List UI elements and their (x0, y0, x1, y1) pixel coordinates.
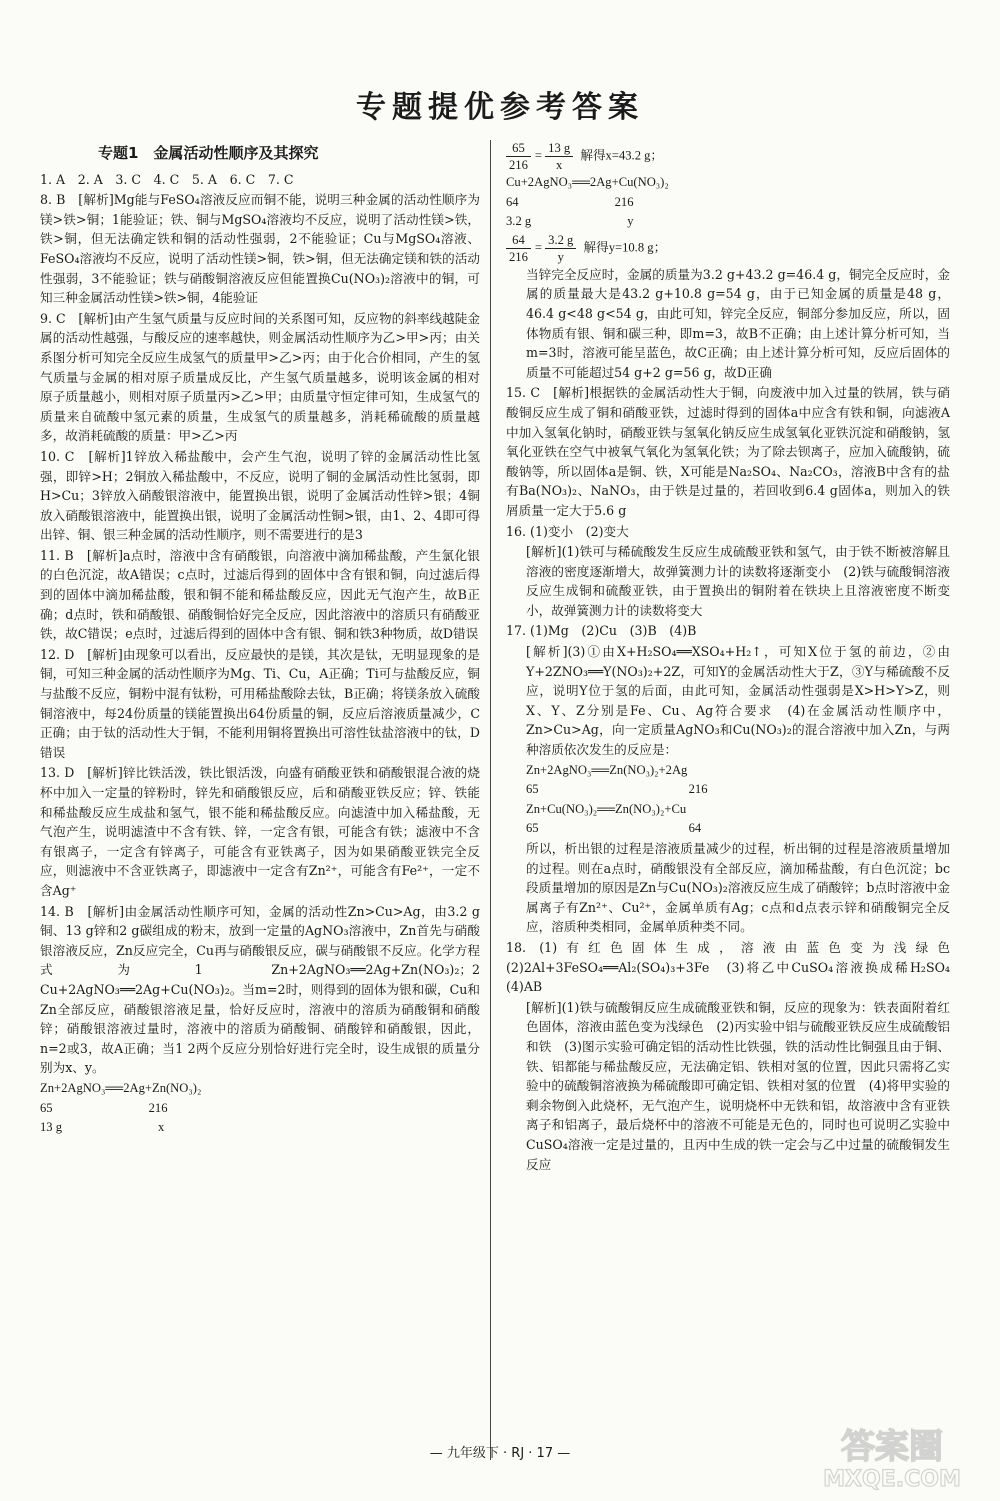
equation-zn-agno3: Zn+2AgNO₃══2Ag+Zn(NO₃)₂ (40, 1080, 202, 1095)
eq-value: 13 g (40, 1120, 63, 1135)
eq-value: 65 (40, 1100, 53, 1115)
equation-zn-agno3-2: Zn+2AgNO₃══Zn(NO₃)₂+2Ag (526, 762, 688, 777)
denominator: x (556, 158, 563, 172)
eq-value: 64 (506, 194, 519, 209)
answer-12: 12. D [解析]由现象可以看出，反应最快的是镁，其次是钛，无明显现象的是铜，可知三种金属的活动性顺序为Mg、Ti、Cu，A正确；Ti可与盐酸反应，铜与盐酸不反应，铜粉中混有钛粉，可用稀盐酸除去钛，B正确；将镁条放入硫酸铜溶液中，每24份质量的镁能置换出64份质量的铜，反应后溶液质量减少，C正确；由于钛的活动性大于铜，不能利用铜将置换出可溶性钛盐溶液中的钛，D错误 (40, 646, 480, 760)
column-divider (490, 140, 491, 1460)
answer-14: 14. B [解析]由金属活动性顺序可知，金属的活动性Zn>Cu>Ag，由3.2 g铜、13 g锌和2 g碳组成的粉末，放到一定量的AgNO₃溶液中，Zn首先与硝酸银溶液反应，Zn反应完全，Cu再与硝酸银反应，碳与硝酸银不反应。化学方程式为1 Zn+2AgNO₃══2Ag+Zn(NO₃)₂；2 Cu+2AgNO₃══2Ag+Cu(NO₃)₂。当m=2时，则得到的固体为银和碳，Cu和Zn全部反应，硝酸银溶液足量，恰好反应时，溶液中的溶质为硝酸铜和硝酸锌；硝酸银溶液过量时，溶液中的溶质为硝酸铜、硝酸锌和硝酸银，因此，n=2或3，故A正确；当1 2两个反应分别恰好进行完全时，设生成银的质量分别为x、y。 (40, 903, 480, 1076)
fraction (506, 140, 531, 173)
fraction (545, 232, 576, 265)
denominator: 216 (509, 158, 528, 172)
page-footer: — 九年级下 · RJ · 17 — (429, 1446, 571, 1461)
answer-16-analysis: [解析](1)铁可与稀硫酸发生反应生成硫酸亚铁和氢气，由于铁不断被溶解且溶液的密度逐渐增大，故弹簧测力计的读数将逐渐变小 (2)铁与硫酸铜溶液反应生成铜和硫酸亚铁，由于置换出的铜附着在铁块上且溶液密度不断变小，故弹簧测力计的读数将变大 (526, 544, 950, 618)
fraction-row-2: $\frac{64}{216}$ = $\frac{3.2 g}{y}$ 解得y=10.8 g； (506, 232, 950, 265)
answer-17-conclusion: 所以，析出银的过程是溶液质量减少的过程，析出铜的过程是溶液质量增加的过程。则在a点时，硝酸银没有全部反应，滴加稀盐酸，有白色沉淀；bc段质量增加的原因是Zn与Cu(NO₃)₂溶液反应生成了硝酸锌；b点时溶液中金属离子有Zn²⁺、Cu²⁺，金属单质有Ag；c点和d点表示锌和硝酸铜完全反应，溶质种类相同，金属单质种类不同。 (526, 841, 950, 935)
equation-ratio-row-6 (506, 819, 950, 839)
numerator: 65 (506, 140, 531, 157)
answer-1-7: 1. A 2. A 3. C 4. C 5. A 6. C 7. C (40, 171, 294, 187)
eq-value: 65 (526, 782, 539, 797)
answer-8: 8. B [解析]Mg能与FeSO₄溶液反应而铜不能，说明三种金属的活动性顺序为镁>铁>铜；1能验证；铁、铜与MgSO₄溶液均不反应，说明了活动性镁>铁，铁>铜，但无法确定铁和铜的活动性强弱，2不能验证；Cu与MgSO₄溶液、FeSO₄溶液均不反应，说明了活动性镁>铜，铁>铜，但无法确定镁和铁的活动性强弱，3不能验证；铁与硝酸铜溶液反应但能置换Cu(NO₃)₂溶液中的铜，可知三种金属活动性镁>铁>铜，4能验证 (40, 192, 480, 306)
eq-value: 64 (688, 821, 702, 836)
eq-value: 216 (614, 194, 634, 209)
answer-18: 18. (1)有红色固体生成，溶液由蓝色变为浅绿色 (2)2Al+3FeSO₄══Al₂(SO₄)₃+3Fe (3)将乙中CuSO₄溶液换成稀H₂SO₄ (4)AB (506, 939, 963, 995)
equation-ratio-row-1 (40, 1099, 480, 1119)
solution-text: 解得x=43.2 g； (580, 148, 664, 163)
answer-18-analysis: [解析](1)铁与硫酸铜反应生成硫酸亚铁和铜，反应的现象为：铁表面附着红色固体，溶液由蓝色变为浅绿色 (2)丙实验中铝与硫酸亚铁反应生成硫酸铝和铁 (3)图示实验可确定铝的活动性比铁强，铁的活动性比铜强且由于铜、铁、铝都能与稀盐酸反应，无法确定铝、铁相对氢的位置，因此只需将乙实验中的硫酸铜溶液换为稀硫酸即可确定铝、铁相对氢的位置 (4)将甲实验的剩余物倒入此烧杯，无气泡产生，说明烧杯中无铁和铝，故溶液中含有亚铁离子和铝离子，最后烧杯中的溶液不可能是无色的，同时也可说明乙实验中CuSO₄溶液一定是过量的，且丙中生成的铁一定会与乙中过量的硫酸铜发生反应 (526, 999, 950, 1172)
equation-ratio-row-3 (506, 193, 950, 213)
eq-value: 3.2 g (506, 214, 532, 229)
answer-14-continued: 当锌完全反应时，金属的质量为3.2 g+43.2 g=46.4 g，铜完全反应时，金属的质量最大是43.2 g+10.8 g=54 g，由于已知金属的质量是48 g，46.4 g<48 g<54 g，由此可知，锌完全反应，铜部分参加反应，所以，固体物质有银、铜和碳三种，即m=3，故B不正确；由上述计算分析可知，当m=3时，溶液可能呈蓝色，故C正确；由上述计算分析可知，反应后固体的质量不可能超过54 g+2 g=56 g，故D正确 (526, 266, 950, 380)
eq-value: 216 (688, 782, 708, 797)
left-column (40, 140, 480, 1138)
topic-heading: 专题1 金属活动性顺序及其探究 (98, 144, 319, 162)
equation-ratio-row-4 (506, 212, 950, 232)
answer-15: 15. C [解析]根据铁的金属活动性大于铜，向废液中加入过量的铁屑，铁与硝酸铜反应生成了铜和硝酸亚铁，过滤时得到的固体a中应含有铁和铜，向滤液A中加入氢氧化钠时，硝酸亚铁与氢氧化钠反应生成氢氧化亚铁沉淀和硝酸钠，氢氧化亚铁在空气中被氧气氧化为氢氧化铁；为了除去钡离子，应加入硫酸钠，硫酸钠等，所以固体a是铜、铁，X可能是Na₂SO₄、Na₂CO₃，溶液B中含有的盐有Ba(NO₃)₂、NaNO₃，由于铁是过量的，若回收到6.4 g固体a，则加入的铁屑质量一定大于5.6 g (506, 385, 950, 518)
fraction (545, 140, 573, 173)
answer-17: 17. (1)Mg (2)Cu (3)B (4)B (506, 623, 697, 639)
equation-cu-agno3: Cu+2AgNO₃══2Ag+Cu(NO₃)₂ (506, 175, 669, 189)
eq-value: x (158, 1120, 165, 1135)
eq-value: 65 (526, 821, 539, 836)
solution-text: 解得y=10.8 g； (583, 240, 667, 255)
answer-13: 13. D [解析]锌比铁活泼，铁比银活泼，向盛有硝酸亚铁和硝酸银混合液的烧杯中加入一定量的锌粉时，锌先和硝酸银反应，后和硝酸亚铁反应；锌、铁能和稀盐酸反应生成盐和氢气，银不能和稀盐酸反应。向滤渣中加入稀盐酸，无气泡产生，说明滤渣中不含有铁、锌，一定含有银，可能含有铁；滤液中不含有银离子，一定含有锌离子，可能含有亚铁离子，因为如果硝酸亚铁完全反应，则滤液中不含亚铁离子，即滤液中一定含有Zn²⁺，可能含有Fe²⁺，一定不含Ag⁺ (40, 765, 480, 898)
watermark-url: MXQE.COM (823, 1467, 961, 1492)
equation-ratio-row-2 (40, 1118, 480, 1138)
watermark-text: 答案圈 (841, 1427, 943, 1467)
numerator: 64 (506, 232, 531, 249)
denominator: y (557, 249, 564, 264)
answer-17-analysis: [解析](3)①由X+H₂SO₄══XSO₄+H₂↑，可知X位于氢的前边，②由Y+2ZNO₃══Y(NO₃)₂+2Z，可知Y的金属活动性大于Z，③Y与稀硫酸不反应，说明Y位于氢的后面，由此可知，金属活动性强弱是X>H>Y>Z，则X、Y、Z分别是Fe、Cu、Ag符合要求 (4)在金属活动性顺序中，Zn>Cu>Ag，向一定质量AgNO₃和Cu(NO₃)₂的混合溶液中加入Zn，与两种溶质依次发生的反应是： (526, 644, 950, 758)
answer-16: 16. (1)变小 (2)变大 (506, 523, 629, 539)
fraction (506, 232, 531, 265)
numerator: 3.2 g (545, 232, 576, 249)
right-column (506, 140, 963, 1175)
eq-value: 216 (148, 1100, 168, 1115)
equation-ratio-row-5 (506, 780, 950, 800)
fraction-row-1: $\frac{65}{216}$ = $\frac{13 g}{x}$ 解得x=43.2 g； (506, 140, 950, 173)
answer-10: 10. C [解析]1锌放入稀盐酸中，会产生气泡，说明了锌的金属活动性比氢强，即锌>H；2铜放入稀盐酸中，不反应，说明了铜的金属活动性比氢弱，即H>Cu；3锌放入硝酸银溶液中，能置换出银，说明了金属活动性锌>银；4铜放入硝酸银溶液中，能置换出银，说明了金属活动性铜>银，由1、2、4即可得出锌、铜、银三种金属的活动性顺序，则不需要进行的是3 (40, 448, 480, 543)
answer-11: 11. B [解析]a点时，溶液中含有硝酸银，向溶液中滴加稀盐酸，产生氯化银的白色沉淀，故A错误；c点时，过滤后得到的固体中含有银和铜，向过滤后得到的固体中滴加稀盐酸，银和铜不能和稀盐酸反应，因此无气泡产生，故B正确；d点时，铁和硝酸银、硝酸铜恰好完全反应，因此溶液中的溶质只有硝酸亚铁，故C错误；e点时，过滤后得到的固体中含有银、铜和铁3种物质，故D错误 (40, 547, 480, 642)
numerator: 13 g (545, 140, 573, 157)
equation-zn-cuno3: Zn+Cu(NO₃)₂══Zn(NO₃)₂+Cu (526, 801, 687, 816)
answer-9: 9. C [解析]由产生氢气质量与反应时间的关系图可知，反应物的斜率线越陡金属的活动性越强，与酸反应的速率越快，则金属活动性顺序为乙>甲>丙；由关系图分析可知完全反应生成氢气的质量甲>乙>丙；由于化合价相同，产生的氢气质量与金属的相对原子质量成反比，产生氢气质量越多，说明该金属的相对原子质量越小，则相对原子质量丙>乙>甲；由质量守恒定律可知，生成氢气的质量来自硫酸中氢元素的质量，生成氢气的质量越多，消耗稀硫酸的质量越多，故消耗硫酸的质量：甲>乙>丙 (40, 310, 480, 444)
watermark-logo (802, 1420, 982, 1492)
denominator: 216 (509, 249, 528, 264)
eq-value: y (627, 214, 634, 229)
page-title: 专题提优参考答案 (356, 90, 644, 125)
